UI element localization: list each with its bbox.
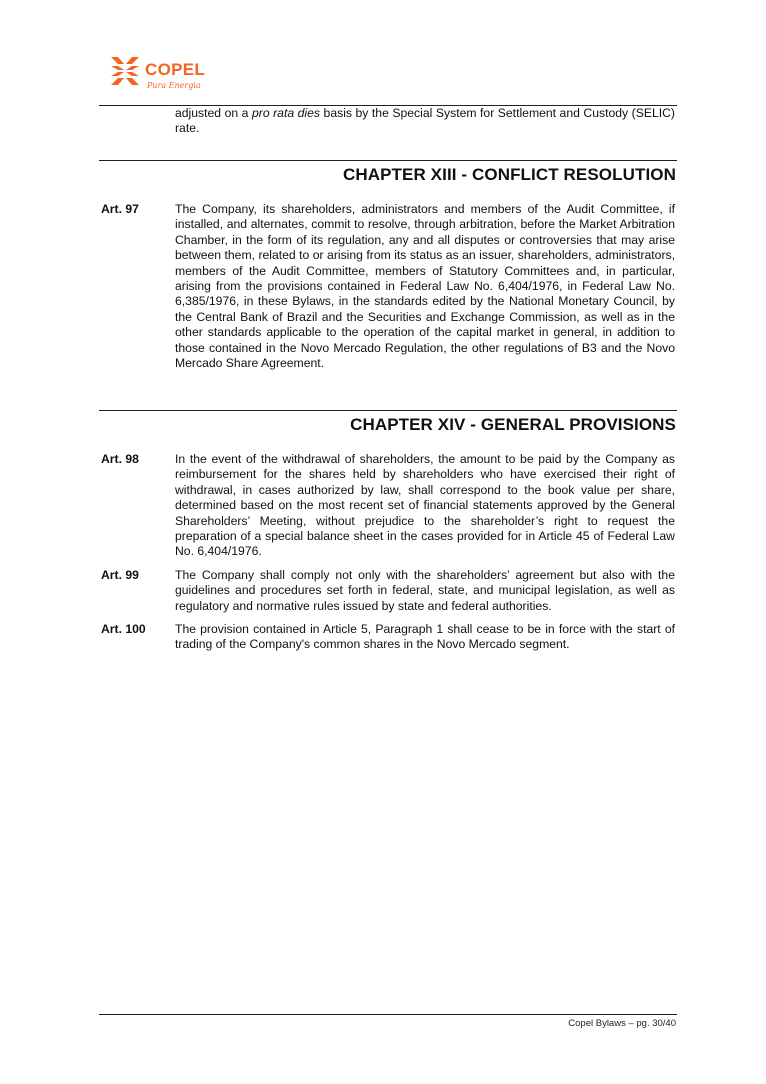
copel-emblem-icon: [109, 55, 141, 87]
article-98-label: Art. 98: [101, 452, 139, 466]
article-97-label: Art. 97: [101, 202, 139, 216]
chapter-xiv-heading: CHAPTER XIV - GENERAL PROVISIONS: [350, 415, 676, 434]
continuation-text-after: basis by the Special System for Settlement and Custody (SELIC) rate.: [175, 106, 675, 136]
article-100-label: Art. 100: [101, 622, 146, 636]
continuation-paragraph: [175, 106, 675, 137]
company-logo: [109, 55, 219, 95]
page-footer: Copel Bylaws – pg. 30/40: [568, 1018, 676, 1029]
article-97-text: The Company, its shareholders, administrators and members of the Audit Committee, if installed, and alternates, commit to resolve, through arbitration, before the Market Arbitration Chamber, in the form of its regulation, any and all disputes or controversies that may arise between them, related to or arising from its status as an issuer, shareholders, administrators, members of the Audit Committee, members of Statutory Committees and, in particular, arising from the provisions contained in Federal Law No. 6,404/1976, in Federal Law No. 6,385/1976, in these Bylaws, in the standards edited by the National Monetary Council, by the Central Bank of Brazil and the Securities and Exchange Commission, as well as in the other standards applicable to the operation of the capital market in general, in addition to those contained in the Novo Mercado Regulation, the other regulations of B3 and the Novo Mercado Share Agreement.: [175, 202, 675, 371]
article-100-text: The provision contained in Article 5, Paragraph 1 shall cease to be in force with the start of trading of the Company's common shares in the Novo Mercado segment.: [175, 622, 675, 652]
article-99-text: The Company shall comply not only with the shareholders’ agreement but also with the guidelines and procedures set forth in federal, state, and municipal legislation, as well as regulatory and normative rules issued by state and federal authorities.: [175, 568, 675, 613]
continuation-text-before: adjusted on a: [175, 106, 252, 120]
logo-tagline: Pura Energia: [147, 81, 201, 90]
logo-wordmark: COPEL: [145, 60, 206, 79]
continuation-text-italic: pro rata dies: [251, 106, 321, 120]
article-99-label: Art. 99: [101, 568, 139, 582]
chapter-xiii-heading: CHAPTER XIII - CONFLICT RESOLUTION: [342, 165, 676, 184]
article-98-text: In the event of the withdrawal of shareholders, the amount to be paid by the Company as reimbursement for the shares held by shareholders who have exercised their right of withdrawal, in cases authorized by law, shall correspond to the book value per share, determined based on the most recent set of financial statements approved by the General Shareholders’ Meeting, without prejudice to the shareholder’s right to request the preparation of a special balance sheet in the cases provided for in Article 45 of Federal Law No. 6,404/1976.: [175, 452, 675, 559]
footer-divider: [99, 1014, 677, 1015]
chapter-xiv-divider: [99, 410, 677, 411]
chapter-xiii-divider: [99, 160, 677, 161]
